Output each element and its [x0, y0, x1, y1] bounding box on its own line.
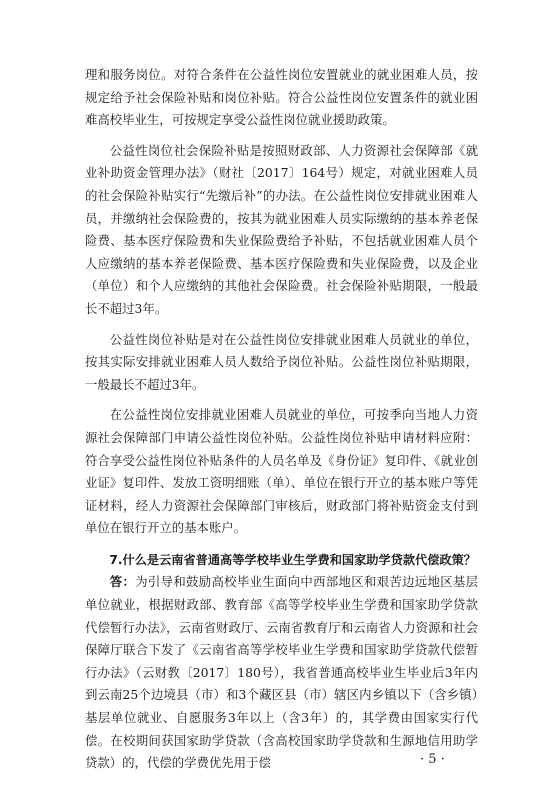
answer-text: 为引导和鼓励高校毕业生面向中西部地区和艰苦边远地区基层单位就业，根据财政部、教育部《高等学校毕业生学费和国家助学贷款代偿暂行办法》，云南省财政厅、云南省教育厅和云南省人力资源和社会保障厅联合下发了《云南省高等学校毕业生学费和国家助学贷款代偿暂行办法》（云财教〔2017〕180号），我省普通高校毕业生毕业后3年内到云南25个边境县（市）和3个藏区县（市）辖区内乡镇以下（含乡镇）基层单位就业、自愿服务3年以上（含3年）的，其学费由国家实行代偿。在校期间获国家助学贷款（含高校国家助学贷款和生源地信用助学贷款）的，代偿的学费优先用于偿 [85, 574, 479, 771]
paragraph-public-welfare-jobs: 理和服务岗位。对符合条件在公益性岗位安置就业的就业困难人员，按规定给予社会保险补贴和岗位补贴。符合公益性岗位安置条件的就业困难高校毕业生，可按规定享受公益性岗位就业援助政策。 [85, 67, 478, 128]
paragraph-application-procedure: 在公益性岗位安排就业困难人员就业的单位，可按季向当地人力资源社会保障部门申请公益性岗位补贴。公益性岗位补贴申请材料应附：符合享受公益性岗位补贴条件的人员名单及《身份证》复印件、《就业创业证》复印件、发放工资明细账（单）、单位在银行开立的基本账户等凭证材料，经人力资源社会保障部门审核后，财政部门将补贴资金支付到单位在银行开立的基本账户。 [85, 407, 478, 536]
document-body [85, 64, 478, 775]
paragraph-job-subsidy: 公益性岗位补贴是对在公益性岗位安排就业困难人员就业的单位，按其实际安排就业困难人员人数给予岗位补贴。公益性岗位补贴期限，一般最长不超过3年。 [85, 331, 478, 392]
paragraph-social-insurance-subsidy: 公益性岗位社会保险补贴是按照财政部、人力资源社会保障部《就业补助资金管理办法》（财社〔2017〕164号）规定，对就业困难人员的社会保险补贴实行“先缴后补”的办法。在公益性岗位安排就业困难人员，并缴纳社会保险费的，按其为就业困难人员实际缴纳的基本养老保险费、基本医疗保险费和失业保险费给予补贴，不包括就业困难人员个人应缴纳的基本养老保险费、基本医疗保险费和失业保险费，以及企业（单位）和个人应缴纳的其他社会保险费。社会保险补贴期限，一般最长不超过3年。 [85, 142, 478, 316]
page-number: · 5 · [420, 752, 445, 767]
question-heading: 7.什么是云南省普通高等学校毕业生学费和国家助学贷款代偿政策？ [109, 552, 476, 567]
answer-label: 答： [109, 574, 136, 590]
answer-paragraph [85, 571, 478, 774]
